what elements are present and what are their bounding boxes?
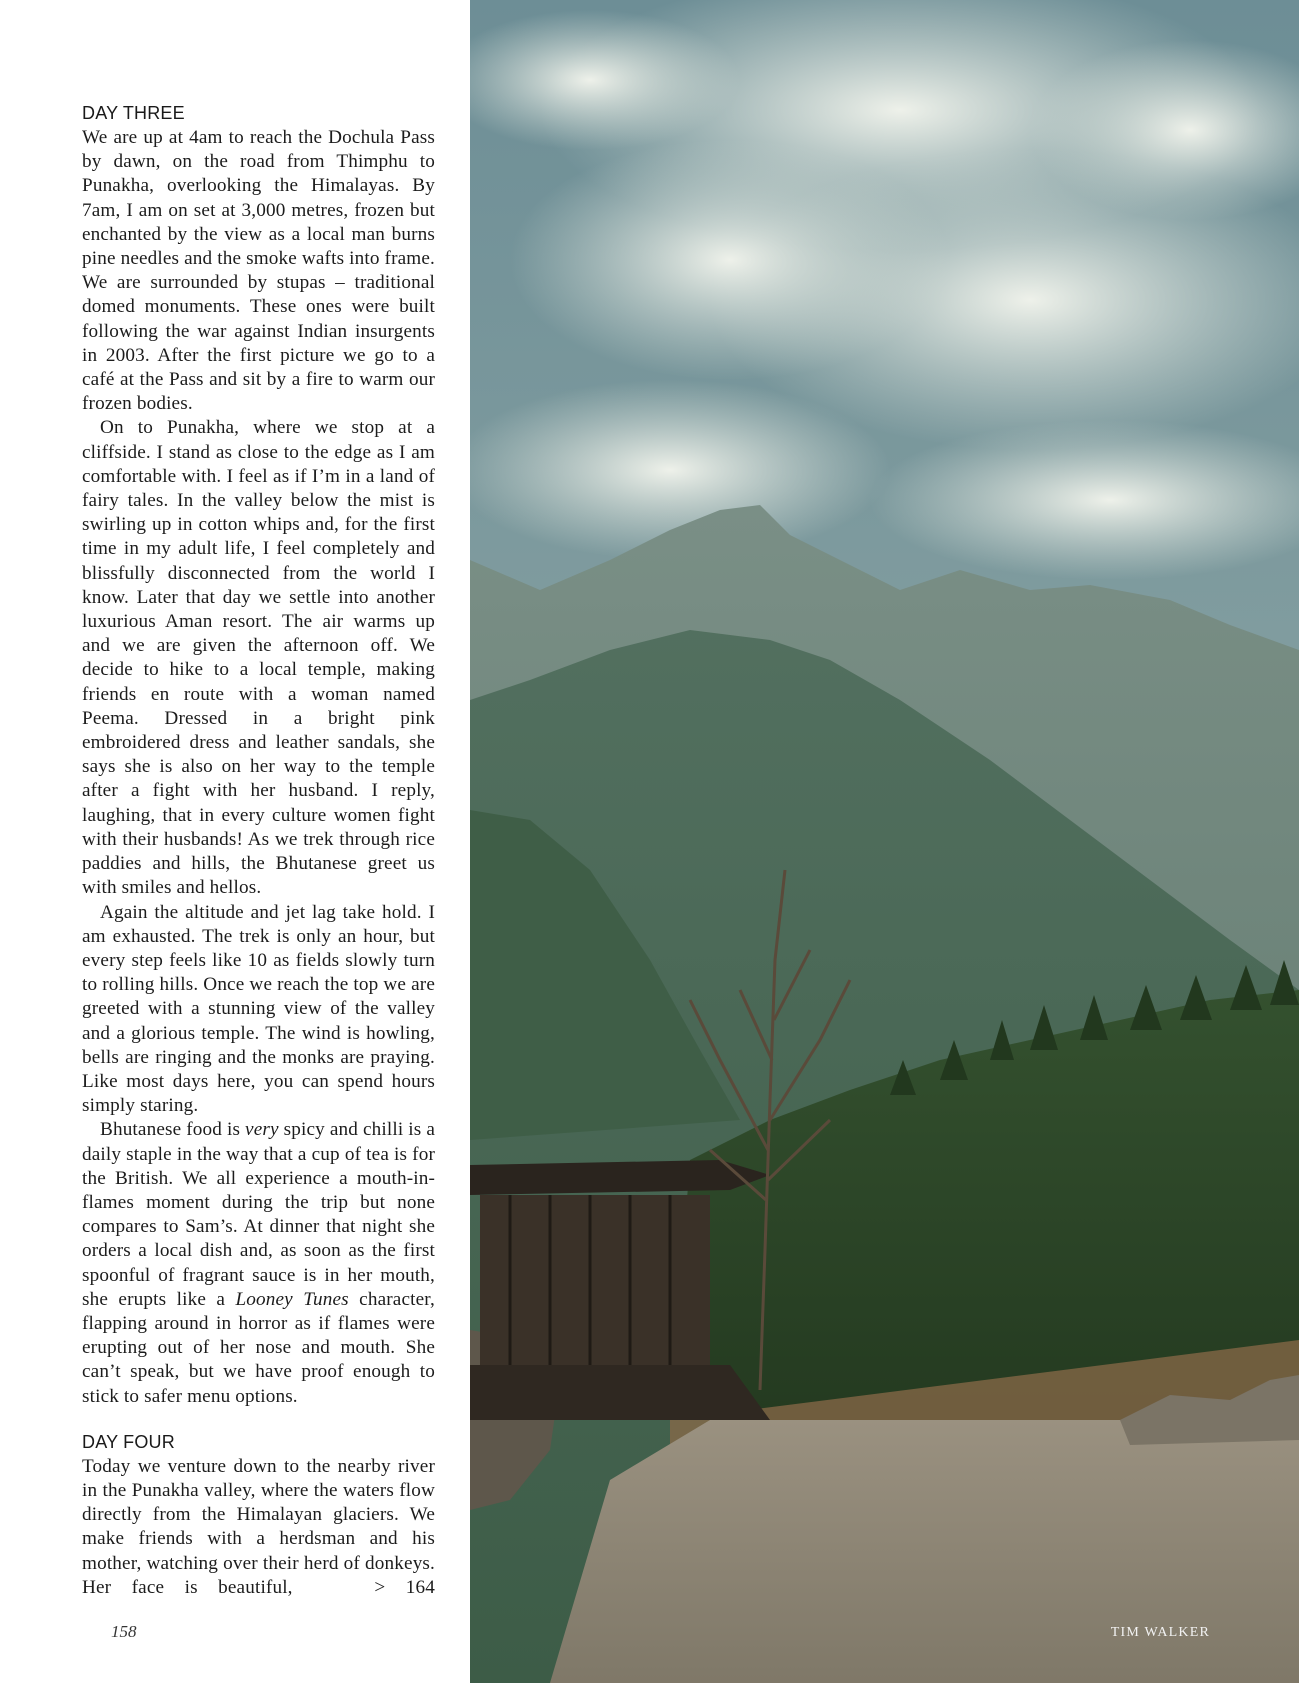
article-text-column bbox=[82, 100, 435, 1600]
day-three-p4-part-b: spicy and chilli is a daily staple in the way that a cup of tea is for the British. We all experience a mouth-in-flames moment during the trip but none compares to Sam’s. At dinner that night she orders a local dish and, as soon as the first spoonful of fragrant sauce is in her mouth, she erupts like a bbox=[82, 1119, 435, 1310]
continued-on-page-link[interactable]: > 164 bbox=[374, 1576, 435, 1598]
photo-credit: TIM WALKER bbox=[1110, 1625, 1210, 1640]
clouds bbox=[470, 0, 1299, 580]
day-three-paragraph-2: On to Punakha, where we stop at a cliffside. I stand as close to the edge as I am comfortable with. I feel as if I’m in a land of fairy tales. In the valley below the mist is swirling up in cotton whips and, for the first time in my adult life, I feel completely and blissfully disconnected from the world I know. Later that day we settle into another luxurious Aman resort. The air warms up and we are given the afternoon off. We decide to hike to a local temple, making friends en route with a woman named Peema. Dressed in a bright pink embroidered dress and leather sandals, she says she is also on her way to the temple after a fight with her husband. I reply, laughing, that in every culture women fight with their husbands! As we trek through rice paddies and hills, the Bhutanese greet us with smiles and hellos. bbox=[82, 417, 435, 899]
day-three-heading: DAY THREE bbox=[82, 103, 185, 123]
looney-tunes-title: Looney Tunes bbox=[235, 1288, 349, 1310]
photo-illustration bbox=[470, 0, 1299, 1683]
day-four-heading: DAY FOUR bbox=[82, 1431, 175, 1452]
day-three-paragraph-3: Again the altitude and jet lag take hold. I am exhausted. The trek is only an hour, but every step feels like 10 as fields slowly turn to rolling hills. Once we reach the top we are greeted with a stunning view of the valley and a glorious temple. The wind is howling, bells are ringing and the monks are praying. Like most days here, you can spend hours simply staring. bbox=[82, 901, 435, 1117]
day-three-p4-part-c: character, flapping around in horror as if flames were erupting out of her nose and mouth. She can’t speak, but we have proof enough to stick to safer menu options. bbox=[82, 1288, 435, 1407]
day-four-text: Today we venture down to the nearby river in the Punakha valley, where the waters flow directly from the Himalayan glaciers. We make friends with a herdsman and his mother, watching over their herd of donkeys. Her face is beautiful, bbox=[82, 1455, 435, 1598]
mountain-landscape-photo bbox=[470, 0, 1299, 1683]
day-four-paragraph-1 bbox=[82, 1455, 435, 1600]
day-three-paragraph-1: We are up at 4am to reach the Dochula Pass by dawn, on the road from Thimphu to Punakha, overlooking the Himalayas. By 7am, I am on set at 3,000 metres, frozen but enchanted by the view as a local man burns pine needles and the smoke wafts into frame. We are surrounded by stupas – traditional domed monuments. These ones were built following the war against Indian insurgents in 2003. After the first picture we go to a café at the Pass and sit by a fire to warm our frozen bodies. bbox=[82, 127, 435, 415]
day-three-p4-part-a: Bhutanese food is bbox=[100, 1119, 246, 1141]
road bbox=[550, 1420, 1299, 1683]
day-three-p4-emphasis: very bbox=[245, 1119, 279, 1141]
page-number: 158 bbox=[111, 1622, 137, 1641]
day-three-paragraph-4 bbox=[82, 1118, 435, 1408]
